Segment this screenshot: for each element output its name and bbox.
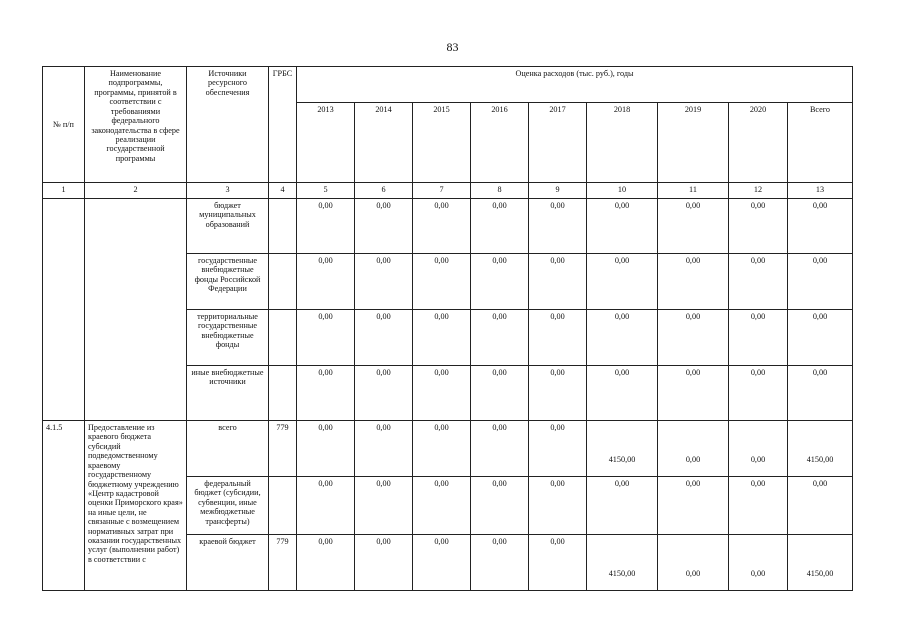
grbs-cell: 779 [269,535,297,591]
column-number: 5 [297,183,355,199]
header-year: 2016 [471,103,529,183]
header-name: Наименование подпрограммы, программы, принятой в соответствии с требованиями федерального законодательства в сфере реализации государственной программы [85,67,187,183]
source-cell: иные внебюджетные источники [187,366,269,421]
value-cell: 0,00 [529,366,587,421]
item-number: 4.1.5 [43,421,85,591]
value-cell: 4150,00 [788,535,853,591]
value-cell: 0,00 [355,421,413,477]
value-cell: 0,00 [297,421,355,477]
value-cell: 0,00 [471,535,529,591]
value-cell: 0,00 [529,421,587,477]
value-cell: 0,00 [355,535,413,591]
value-cell: 0,00 [587,199,658,254]
value-cell: 0,00 [587,254,658,310]
value-cell: 0,00 [658,310,729,366]
source-cell: государственные внебюджетные фонды Российской Федерации [187,254,269,310]
header-year: 2020 [729,103,788,183]
value-cell: 0,00 [658,366,729,421]
column-number: 1 [43,183,85,199]
column-number: 8 [471,183,529,199]
value-cell: 0,00 [297,310,355,366]
value-cell: 0,00 [658,199,729,254]
value-cell: 0,00 [729,477,788,535]
value-cell: 0,00 [788,477,853,535]
header-total: Всего [788,103,853,183]
item-name: Предоставление из краевого бюджета субсидий подведомственному краевому государственному бюджетному учреждению «Центр кадастровой оценки Приморского края» на иные цели, не связанные с возмещением нормативных затрат при оказании государственных услуг (выполнении работ) в соответствии с [85,421,187,591]
table-row [43,199,853,254]
value-cell: 0,00 [658,477,729,535]
budget-table [42,66,853,591]
value-cell: 0,00 [587,310,658,366]
header-year: 2014 [355,103,413,183]
column-number: 10 [587,183,658,199]
column-number: 6 [355,183,413,199]
value-cell: 0,00 [297,366,355,421]
value-cell: 0,00 [788,310,853,366]
value-cell: 0,00 [658,421,729,477]
value-cell: 0,00 [729,254,788,310]
value-cell: 0,00 [471,310,529,366]
header-source: Источники ресурсного обеспечения [187,67,269,183]
value-cell: 0,00 [658,254,729,310]
value-cell: 0,00 [413,366,471,421]
value-cell: 0,00 [729,535,788,591]
header-year: 2018 [587,103,658,183]
grbs-cell [269,254,297,310]
value-cell: 0,00 [729,310,788,366]
header-year: 2017 [529,103,587,183]
column-number: 7 [413,183,471,199]
value-cell: 0,00 [297,535,355,591]
value-cell: 0,00 [413,421,471,477]
value-cell: 0,00 [355,477,413,535]
value-cell: 0,00 [529,535,587,591]
header-year: 2015 [413,103,471,183]
column-number: 13 [788,183,853,199]
column-number: 9 [529,183,587,199]
header-grbs: ГРБС [269,67,297,183]
source-cell: всего [187,421,269,477]
value-cell: 0,00 [413,535,471,591]
value-cell: 0,00 [729,421,788,477]
value-cell: 0,00 [471,477,529,535]
value-cell: 4150,00 [587,535,658,591]
header-year: 2019 [658,103,729,183]
source-cell: территориальные государственные внебюджетные фонды [187,310,269,366]
value-cell: 0,00 [413,254,471,310]
value-cell: 0,00 [788,199,853,254]
table-row [43,421,853,477]
column-number: 3 [187,183,269,199]
grbs-cell [269,310,297,366]
row-number-cell [43,199,85,421]
source-cell: федеральный бюджет (субсидии, субвенции, иные межбюджетные трансферты) [187,477,269,535]
value-cell: 0,00 [788,254,853,310]
value-cell: 0,00 [355,366,413,421]
value-cell: 0,00 [413,310,471,366]
value-cell: 0,00 [471,254,529,310]
value-cell: 0,00 [471,421,529,477]
value-cell: 0,00 [529,310,587,366]
value-cell: 0,00 [529,477,587,535]
grbs-cell: 779 [269,421,297,477]
value-cell: 4150,00 [587,421,658,477]
value-cell: 0,00 [587,366,658,421]
value-cell: 0,00 [297,254,355,310]
value-cell: 0,00 [729,199,788,254]
value-cell: 4150,00 [788,421,853,477]
value-cell: 0,00 [471,366,529,421]
grbs-cell [269,477,297,535]
row-name-cell [85,199,187,421]
column-numbers-row [43,183,853,199]
grbs-cell [269,366,297,421]
header-number: № п/п [43,67,85,183]
value-cell: 0,00 [355,199,413,254]
value-cell: 0,00 [587,477,658,535]
column-number: 11 [658,183,729,199]
grbs-cell [269,199,297,254]
value-cell: 0,00 [297,199,355,254]
value-cell: 0,00 [529,254,587,310]
value-cell: 0,00 [729,366,788,421]
value-cell: 0,00 [471,199,529,254]
value-cell: 0,00 [413,199,471,254]
column-number: 2 [85,183,187,199]
value-cell: 0,00 [658,535,729,591]
value-cell: 0,00 [788,366,853,421]
value-cell: 0,00 [529,199,587,254]
source-cell: краевой бюджет [187,535,269,591]
source-cell: бюджет муниципальных образований [187,199,269,254]
header-year: 2013 [297,103,355,183]
column-number: 12 [729,183,788,199]
page-number: 83 [446,40,459,54]
value-cell: 0,00 [297,477,355,535]
value-cell: 0,00 [355,254,413,310]
value-cell: 0,00 [413,477,471,535]
header-estimate: Оценка расходов (тыс. руб.), годы [297,67,853,103]
value-cell: 0,00 [355,310,413,366]
column-number: 4 [269,183,297,199]
